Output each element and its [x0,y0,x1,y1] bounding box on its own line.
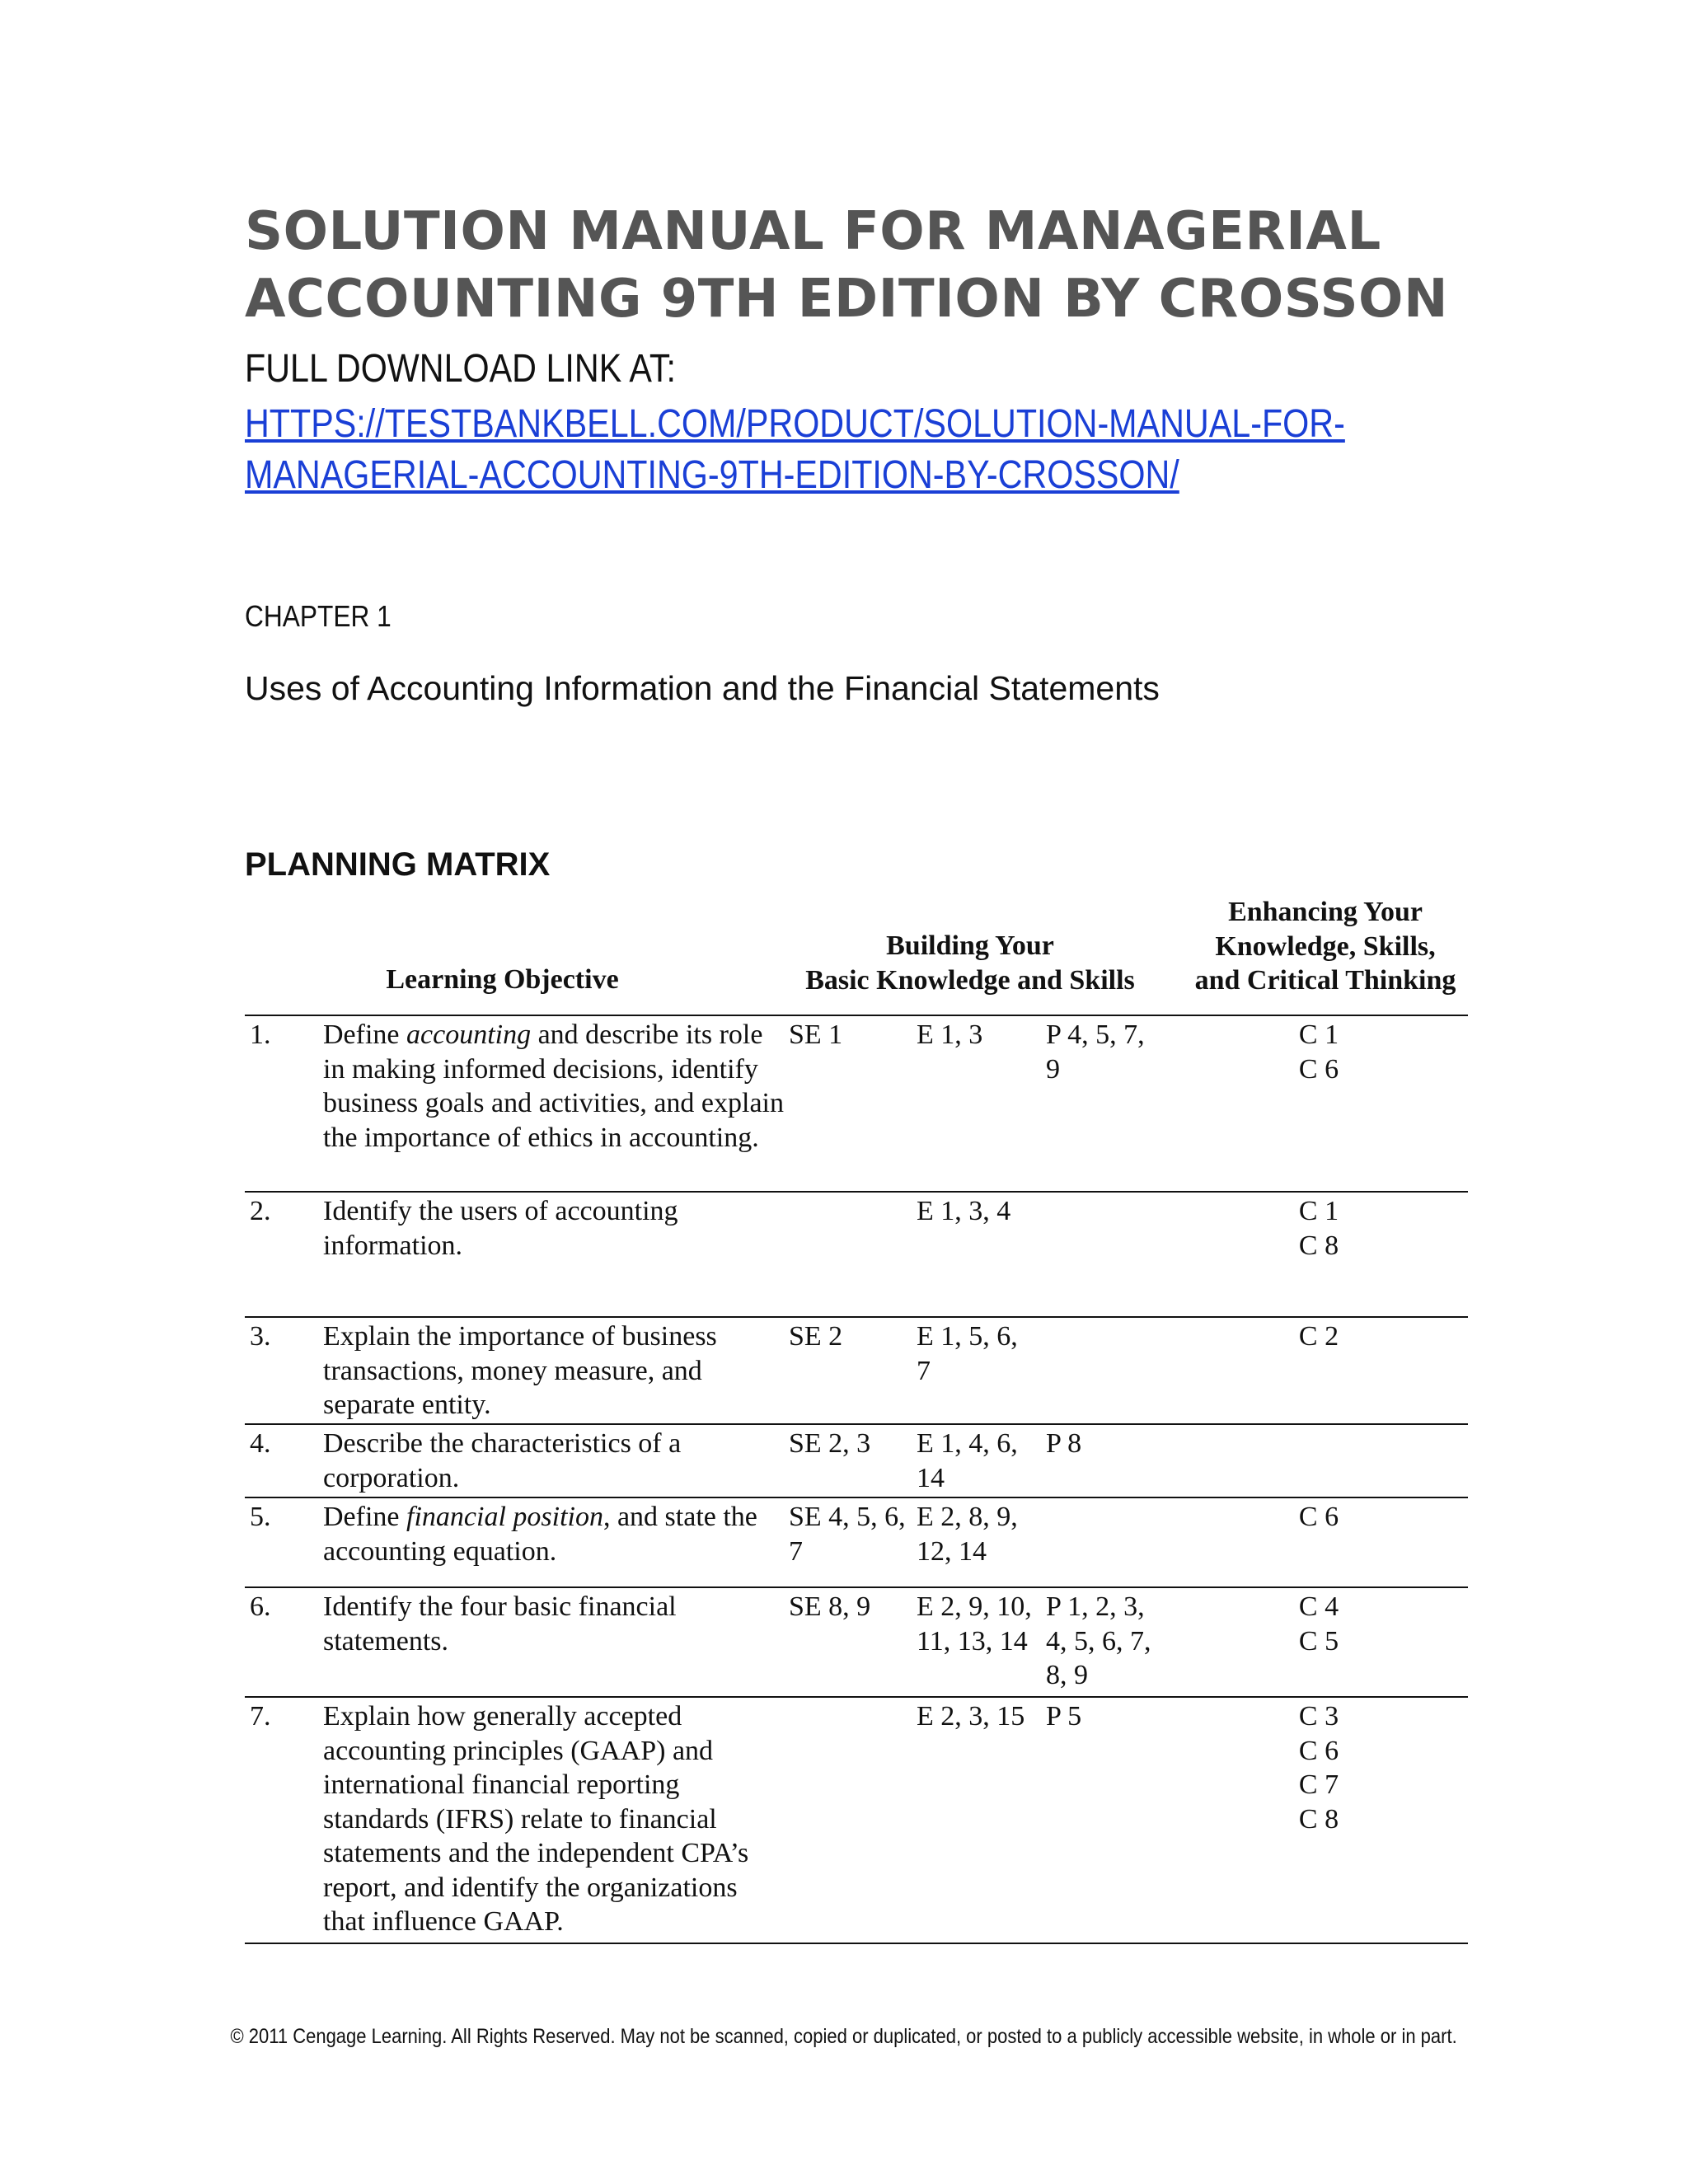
chapter-label: CHAPTER 1 [245,599,392,633]
problems: P 4, 5, 7, 9 [1046,1019,1145,1085]
planning-matrix-table [245,895,1468,1944]
objective-number: 7. [250,1701,271,1732]
download-link-line-1[interactable]: HTTPS://TESTBANKBELL.COM/PRODUCT/SOLUTION-MANUAL-FOR- [245,402,1345,446]
problems: P 8 [1046,1428,1082,1459]
table-row [245,1318,1468,1425]
table-header [245,895,1468,1016]
title-line-2: ACCOUNTING 9TH EDITION BY CROSSON [245,269,1448,330]
objective-number: 5. [250,1502,271,1532]
objective-text: Identify the four basic financial statements. [323,1591,677,1657]
cases: C 4 C 5 [1298,1591,1339,1657]
objective-text: Explain how generally accepted accounting principles (GAAP) and international financial reporting standards (IFRS) relate to financial statements and the independent CPA’s report, and identify the organizations that influence GAAP. [323,1701,749,1937]
cases: C 1 C 6 [1298,1019,1339,1085]
objective-text: Identify the users of accounting information. [323,1196,678,1261]
header-enhancing-knowledge: Enhancing Your Knowledge, Skills, and Critical Thinking [1194,897,1456,996]
download-link-line-2[interactable]: MANAGERIAL-ACCOUNTING-9TH-EDITION-BY-CROSSON/ [245,453,1179,497]
exercises: E 1, 3, 4 [917,1196,1011,1226]
cases: C 6 [1298,1502,1339,1532]
table-row [245,1425,1468,1498]
objective-text: Define accounting and describe its role in making informed decisions, identify business goals and activities, and explain the importance of ethics in accounting. [323,1019,784,1153]
table-row [245,1016,1468,1193]
short-exercises: SE 2 [789,1321,843,1352]
header-learning-objective: Learning Objective [386,964,619,995]
exercises: E 1, 5, 6, 7 [917,1321,1018,1386]
header-building-knowledge: Building Your Basic Knowledge and Skills [805,930,1135,996]
exercises: E 2, 8, 9, 12, 14 [917,1502,1018,1567]
objective-number: 6. [250,1591,271,1622]
copyright-footer: © 2011 Cengage Learning. All Rights Reserved. May not be scanned, copied or duplicated, or posted to a publicly accessible website, in whole or in part. [230,2025,1458,2048]
download-link[interactable] [245,399,1345,501]
exercises: E 2, 9, 10, 11, 13, 14 [917,1591,1032,1657]
exercises: E 2, 3, 15 [917,1701,1025,1732]
short-exercises: SE 2, 3 [789,1428,871,1459]
exercises: E 1, 4, 6, 14 [917,1428,1018,1493]
objective-number: 3. [250,1321,271,1352]
problems: P 1, 2, 3, 4, 5, 6, 7, 8, 9 [1046,1591,1151,1690]
short-exercises: SE 4, 5, 6, 7 [789,1502,906,1567]
download-label: FULL DOWNLOAD LINK AT: [245,347,677,391]
objective-text: Describe the characteristics of a corporation. [323,1428,682,1493]
problems: P 5 [1046,1701,1082,1732]
title-line-1: SOLUTION MANUAL FOR MANAGERIAL [245,201,1381,262]
planning-matrix-heading: PLANNING MATRIX [245,846,551,883]
cases: C 1 C 8 [1298,1196,1339,1261]
table-row [245,1588,1468,1698]
exercises: E 1, 3 [917,1019,983,1050]
chapter-title: Uses of Accounting Information and the Financial Statements [245,669,1160,707]
table-row [245,1193,1468,1318]
table-row [245,1498,1468,1588]
objective-text: Explain the importance of business transactions, money measure, and separate entity. [323,1321,717,1420]
objective-text: Define financial position, and state the accounting equation. [323,1502,757,1567]
short-exercises: SE 8, 9 [789,1591,871,1622]
document-title [245,198,1481,333]
short-exercises: SE 1 [789,1019,843,1050]
cases: C 2 [1298,1321,1339,1352]
objective-number: 4. [250,1428,271,1459]
table-row [245,1698,1468,1944]
objective-number: 2. [250,1196,271,1226]
cases: C 3 C 6 C 7 C 8 [1298,1701,1339,1835]
objective-number: 1. [250,1019,271,1050]
